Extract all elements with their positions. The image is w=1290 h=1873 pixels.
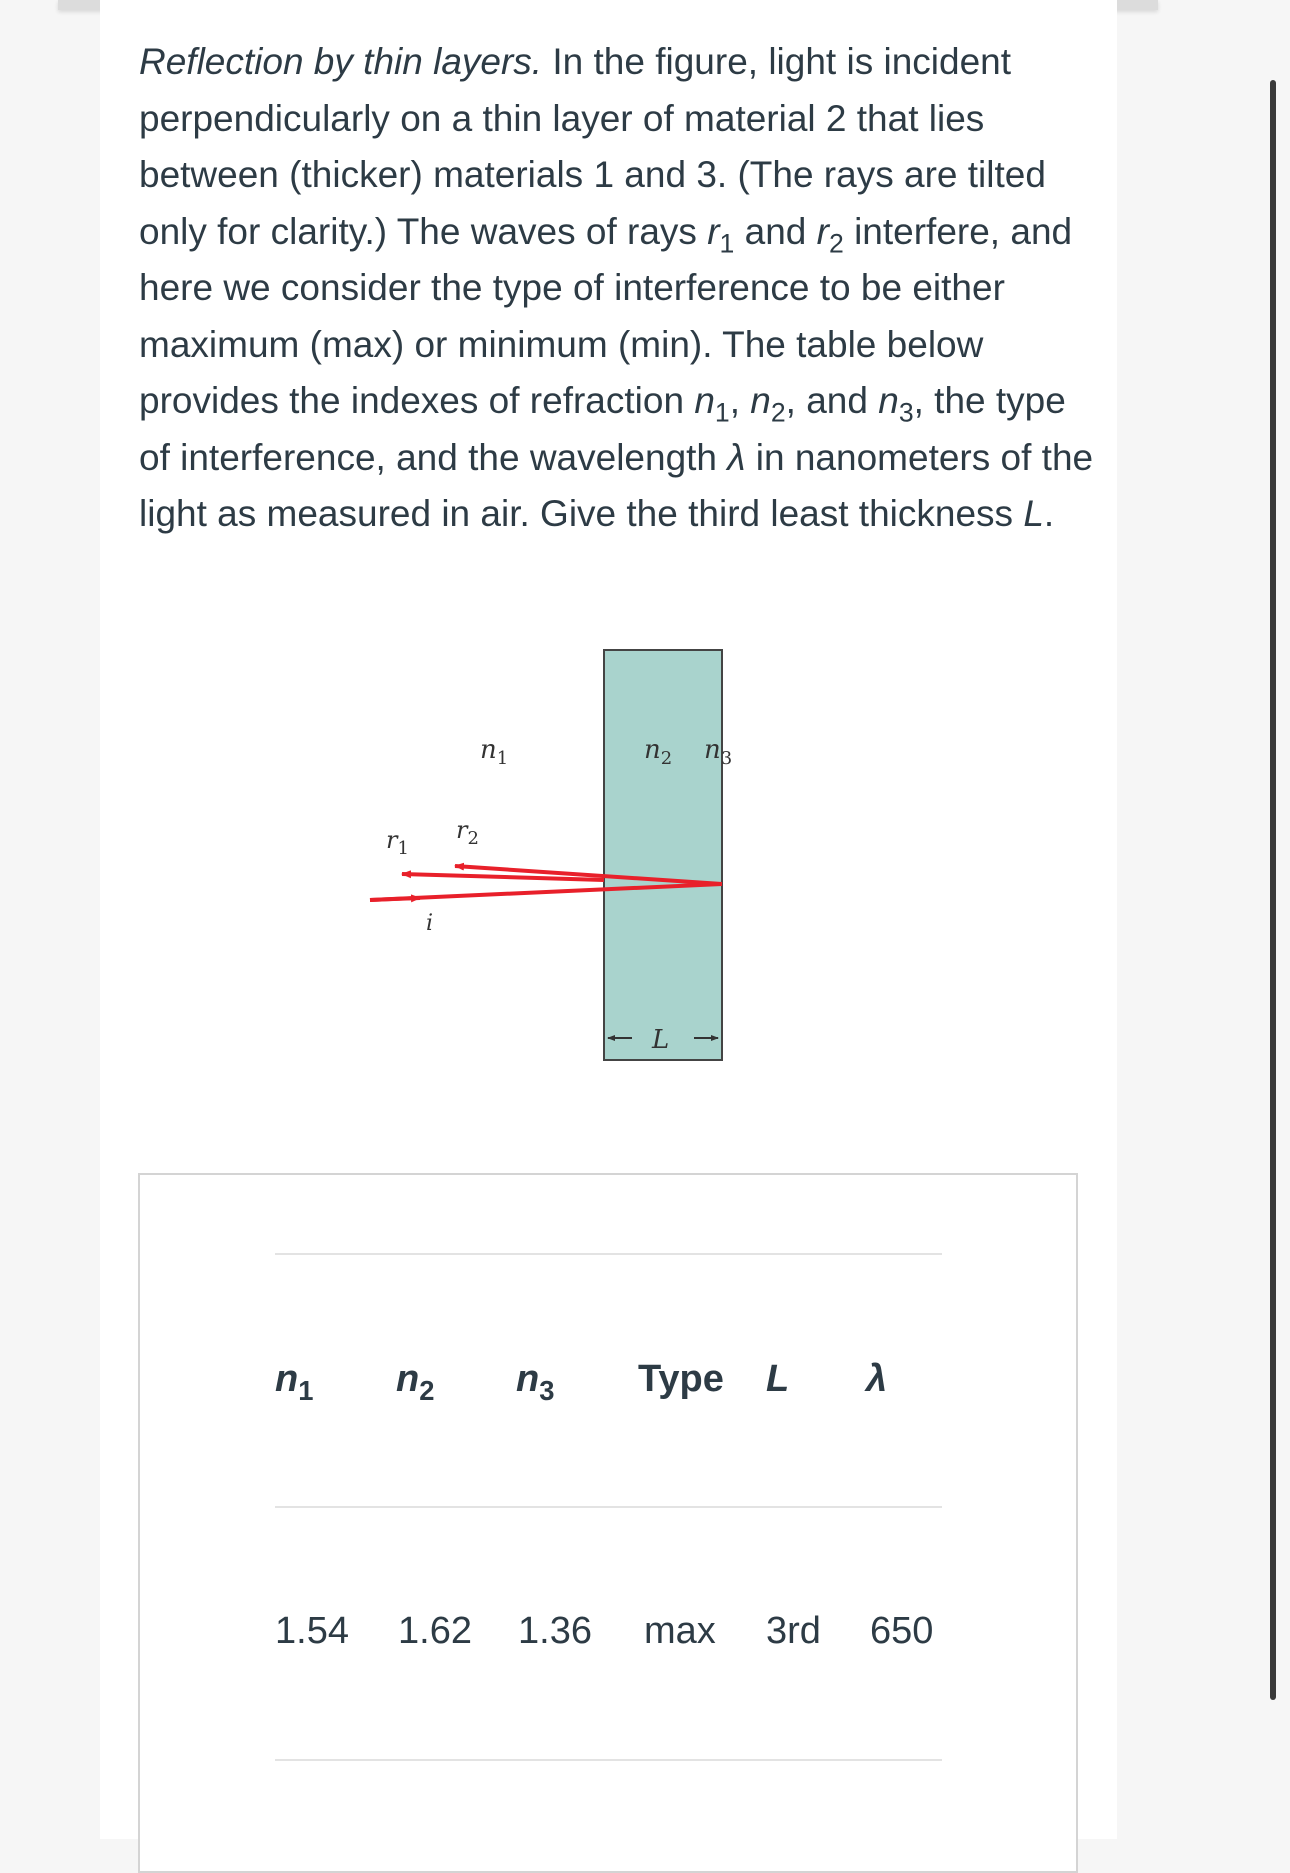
symbol-L: L (1023, 493, 1044, 534)
header-symbol: n (516, 1358, 540, 1400)
question-text-part: in nanometers of the light as measured in air. Give the third least thickness (139, 436, 1094, 534)
cell-n1: 1.54 (275, 1610, 349, 1652)
symbol-n: n (750, 380, 771, 421)
question-text-part: . (1043, 493, 1055, 534)
material-2-layer (604, 650, 722, 1060)
question-text-part: , and (785, 380, 879, 421)
cell-type: max (644, 1610, 716, 1652)
symbol-r: r (707, 210, 720, 252)
label-r2: $r_2$ (456, 816, 479, 849)
header-thickness (766, 1358, 789, 1401)
subscript: 2 (828, 228, 844, 259)
question-title: Reflection by thin layers. (139, 41, 543, 82)
header-n1 (275, 1358, 314, 1406)
symbol-r: r (816, 210, 829, 252)
header-n3 (516, 1358, 555, 1406)
header-type: Type (638, 1358, 724, 1400)
thin-layer-figure (360, 640, 740, 1070)
question-text (139, 34, 1099, 543)
label-i: i (426, 911, 434, 936)
table-rule-middle (275, 1506, 942, 1508)
header-wavelength (866, 1358, 887, 1401)
header-symbol: λ (866, 1358, 888, 1400)
subscript: 1 (714, 397, 730, 428)
data-table (138, 1173, 1078, 1873)
question-text-part: and (734, 210, 817, 252)
header-symbol: n (396, 1358, 420, 1400)
label-n1: $n_1$ (480, 735, 509, 769)
question-text-part: In the figure, light is incident perpendicularly on a thin layer of material 2 that lies between (thicker) materials 1 and 3. (The rays are tilted only for clarity.) The waves of rays (139, 41, 1046, 252)
cell-n2: 1.62 (398, 1610, 472, 1652)
label-n3-visible: $n_3$ (704, 735, 733, 769)
symbol-n: n (878, 380, 899, 421)
symbol-n: n (694, 380, 715, 421)
symbol-lambda: λ (727, 436, 746, 478)
scrollbar[interactable] (1270, 80, 1276, 1700)
header-subscript: 2 (419, 1374, 435, 1406)
label-n2: $n_2$ (644, 735, 673, 769)
question-text-part: interfere, and here we consider the type of interference to be either maximum (max) or minimum (min). The table below provides the indexes of refraction (139, 210, 1073, 421)
header-subscript: 3 (539, 1374, 555, 1406)
header-subscript: 1 (298, 1374, 314, 1406)
subscript: 2 (770, 397, 786, 428)
label-r1: $r_1$ (386, 826, 409, 859)
cell-n3: 1.36 (518, 1610, 592, 1652)
subscript: 3 (898, 397, 914, 428)
question-text-part: , the type of interference, and the wavelength (139, 380, 1066, 478)
header-symbol: L (766, 1358, 790, 1400)
question-text-part: , (729, 380, 751, 421)
header-n2 (396, 1358, 435, 1406)
incident-ray-arrow (370, 898, 420, 900)
cell-thickness: 3rd (766, 1610, 821, 1652)
figure-svg (360, 640, 740, 1070)
table-rule-top (275, 1253, 942, 1255)
label-L: L (652, 1025, 670, 1055)
table-rule-bottom (275, 1759, 942, 1761)
header-symbol: n (275, 1358, 299, 1400)
subscript: 1 (719, 228, 735, 259)
cell-wavelength: 650 (870, 1610, 934, 1652)
